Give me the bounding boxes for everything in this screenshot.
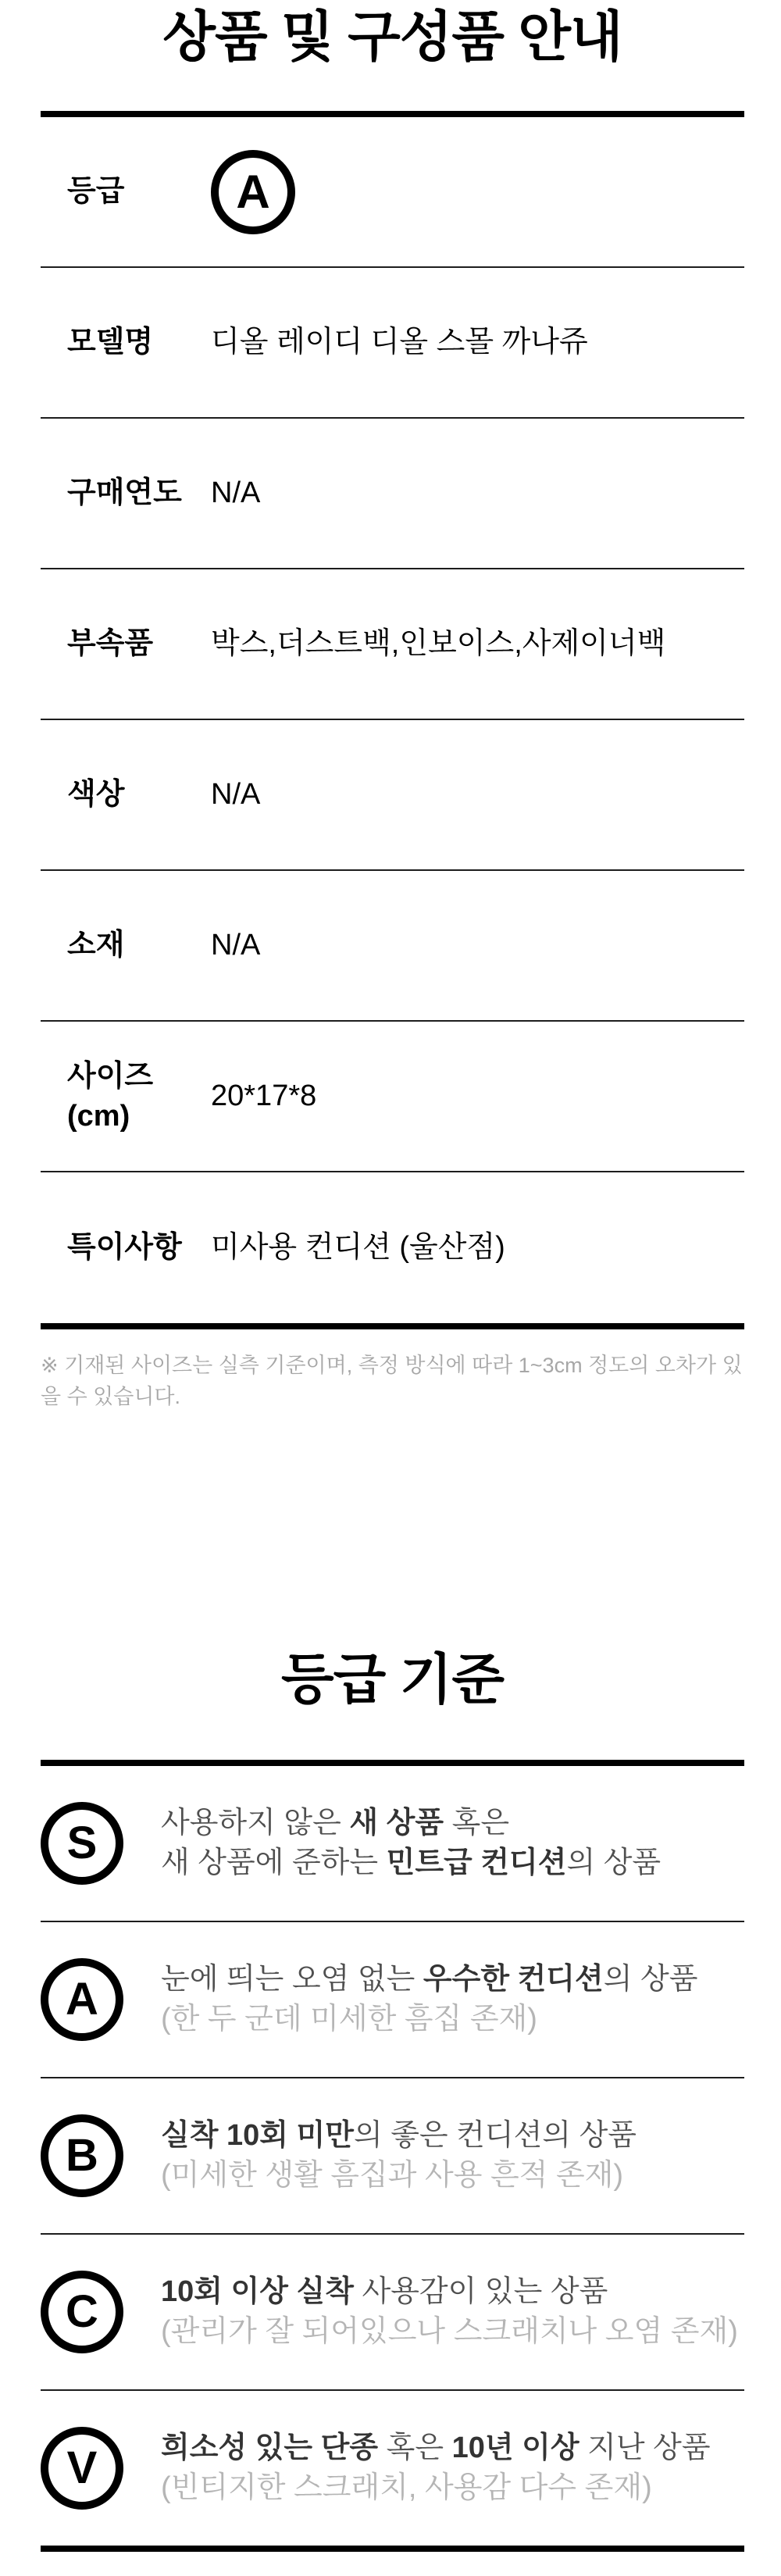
- size-disclaimer-note: ※ 기재된 사이즈는 실측 기준이며, 측정 방식에 따라 1~3cm 정도의 오차가 있을 수 있습니다.: [41, 1354, 743, 1408]
- row-label: 부속품: [67, 627, 154, 661]
- grade-description: [161, 2272, 738, 2352]
- product-info-title: 상품 및 구성품 안내: [162, 6, 622, 67]
- grade-letter: C: [66, 2286, 98, 2337]
- row-label: 색상: [67, 778, 125, 812]
- grade-b-badge: [41, 2114, 123, 2197]
- section-grade-criteria: [41, 1647, 744, 2552]
- row-label: 특이사항: [67, 1231, 182, 1265]
- row-value: 미사용 컨디션 (울산점): [211, 1230, 505, 1264]
- row-value: 디올 레이디 디올 스몰 까나쥬: [211, 325, 588, 359]
- grade-description: [161, 1804, 661, 1883]
- spec-row-model: [41, 268, 744, 419]
- section-product-info: [41, 2, 744, 1412]
- grade-a-badge: [41, 1958, 123, 2041]
- grade-description: [161, 2428, 711, 2508]
- grade-letter: V: [66, 2442, 98, 2493]
- grade-row-s: [41, 1766, 744, 1922]
- grade-criteria-title: 등급 기준: [281, 1649, 504, 1710]
- spec-row-grade: [41, 117, 744, 268]
- spec-row-accessories: [41, 569, 744, 720]
- row-value: 20*17*8: [211, 1079, 317, 1112]
- spec-row-material: [41, 871, 744, 1022]
- grade-line-2: (빈티지한 스크래치, 사용감 다수 존재): [161, 2471, 652, 2504]
- grade-letter: S: [66, 1818, 98, 1868]
- grade-line-1: 희소성 있는 단종 혹은 10년 이상 지난 상품: [161, 2432, 711, 2464]
- row-label: 구매연도: [67, 476, 182, 510]
- grade-line-2: (미세한 생활 흠집과 사용 흔적 존재): [161, 2159, 624, 2192]
- row-value: 박스,더스트백,인보이스,사제이너백: [211, 626, 666, 660]
- grade-s-badge: [41, 1802, 123, 1885]
- grade-a-badge: [211, 150, 295, 234]
- grade-line-2: (한 두 군데 미세한 흠집 존재): [161, 2003, 537, 2035]
- grade-row-a: [41, 1922, 744, 2078]
- row-value: N/A: [211, 928, 261, 962]
- grade-letter: A: [66, 1974, 98, 2025]
- grade-row-c: [41, 2235, 744, 2391]
- row-label: 사이즈 (cm): [67, 1060, 154, 1133]
- spec-row-notes: [41, 1172, 744, 1323]
- grade-letter: A: [236, 165, 270, 218]
- row-label: 소재: [67, 929, 125, 962]
- grade-row-v: [41, 2391, 744, 2546]
- grade-v-badge: [41, 2427, 123, 2510]
- spec-table: [41, 111, 744, 1329]
- grade-line-1: 사용하지 않은 새 상품 혹은: [161, 1807, 510, 1839]
- grade-row-b: [41, 2078, 744, 2235]
- grade-description: [161, 1960, 697, 2039]
- row-value: N/A: [211, 777, 261, 811]
- grade-c-badge: [41, 2271, 123, 2353]
- grade-letter: B: [66, 2130, 98, 2181]
- grade-line-1: 10회 이상 실착 사용감이 있는 상품: [161, 2275, 608, 2308]
- grade-line-1: 실착 10회 미만의 좋은 컨디션의 상품: [161, 2119, 637, 2152]
- grade-line-2: (관리가 잘 되어있으나 스크래치나 오염 존재): [161, 2315, 738, 2348]
- row-value: [211, 150, 295, 234]
- spec-row-size: [41, 1022, 744, 1172]
- grade-line-2: 새 상품에 준하는 민트급 컨디션의 상품: [161, 1846, 662, 1879]
- grade-line-1: 눈에 띄는 오염 없는 우수한 컨디션의 상품: [161, 1963, 698, 1996]
- row-label: 모델명: [67, 326, 154, 359]
- spec-row-color: [41, 720, 744, 871]
- grade-description: [161, 2116, 637, 2196]
- spec-row-purchase-year: [41, 419, 744, 569]
- row-value: N/A: [211, 476, 261, 509]
- grade-criteria-table: [41, 1760, 744, 2552]
- row-label: 등급: [67, 175, 125, 209]
